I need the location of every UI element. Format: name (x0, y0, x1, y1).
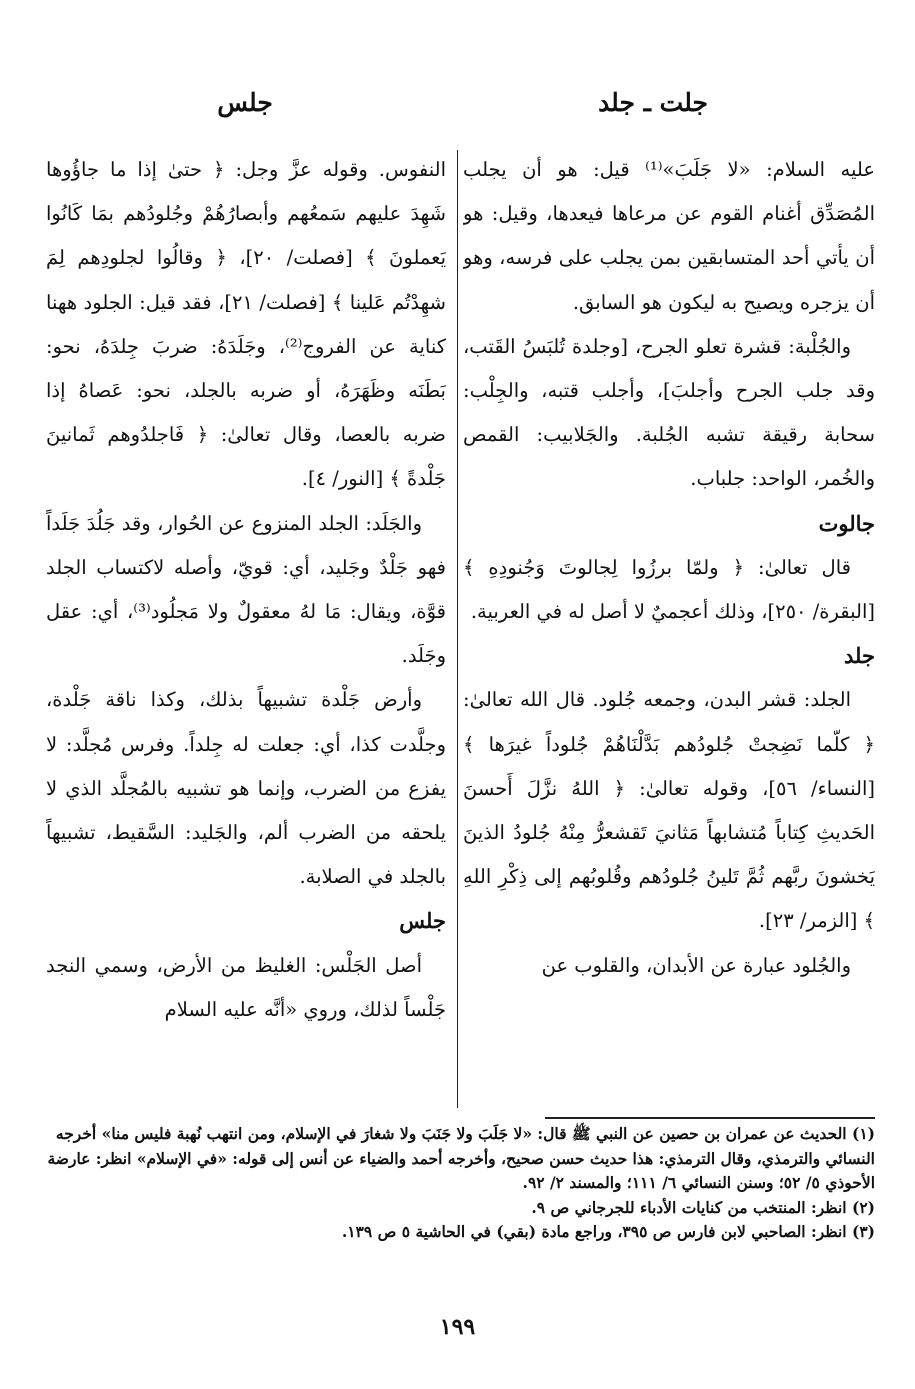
paragraph: أصل الجَلْس: الغليظ من الأرض، وسمي النجد جَلْساً لذلك، وروي «أنَّه عليه السلام (46, 953, 446, 1021)
paragraph: عليه السلام: «لا جَلَبَ»⁽¹⁾ قيل: هو أن يجلب المُصَدِّق أغنام القوم عن مرعاها فيعدها، وقيل: هو أن يأتي أحد المتسابقين بمن يجلب على فرسه، وهو أن يزجره ويصيح به ليكون هو السابق. (463, 158, 875, 314)
entry-title-jild: جلد (844, 643, 875, 669)
paragraph: والجُلود عبارة عن الأبدان، والقلوب عن (541, 953, 851, 977)
footnote-3: (٣) انظر: الصاحبي لابن فارس ص ٣٩٥، وراجع مادة (بقي) في الحاشية ٥ ص ١٣٩. (341, 1222, 875, 1241)
entry-title-jalasa: جلس (399, 908, 446, 934)
right-column (463, 148, 875, 1108)
paragraph: وأرض جَلْدة تشبيهاً بذلك، وكذا ناقة جَلْدة، وجلَّدت كذا، أي: جعلت له جِلداً. وفرس مُجلَّد: لا يفزع من الضرب، وإنما هو تشبيه بالمُجلَّد الذي لا يلحقه من الضرب ألم، والجَليد: السَّقيط، تشبيهاً بالجلد في الصلابة. (46, 688, 446, 889)
footnote-1: (١) الحديث عن عمران بن حصين عن النبي ﷺ قال: «لا جَلَبَ ولا جَنَبَ ولا شغارَ في الإسلام، ومن انتهب نُهبة فليس منا» أخرجه النسائي والترمذي، وقال الترمذي: هذا حديث حسن صحيح، وأخرجه أحمد والضياء عن أنس إلى قوله: «في الإسلام» انظر: عارضة الأحوذي ٥/ ٥٢؛ وسنن النسائي ٦/ ١١١؛ والمسند ٢/ ٩٢. (47, 1124, 875, 1192)
paragraph: النفوس. وقوله عزَّ وجل: ﴿ حتىٰ إذا ما جاؤُوها شَهِدَ عليهم سَمعُهم وأبصارُهُمْ وجُلودُهم بمَا كَانُوا يَعملونَ ﴾ [فصلت/ ٢٠]، ﴿ وقالُوا لجلودِهم لِمَ شهِدْتُم عَلينا ﴾ [فصلت/ ٢١]، فقد قيل: الجلود ههنا كناية عن الفروج⁽²⁾، وجَلَدَهُ: ضربَ جِلدَهُ، نحو: بَطَنَه وظَهَرَهُ، أو ضربه بالجلد، نحو: عَصاهُ إذا ضربه بالعصا، وقال تعالىٰ: ﴿ فَاجلدُوهم ثَمانينَ جَلْدةً ﴾ [النور/ ٤]. (46, 158, 446, 491)
paragraph: والجُلْبة: قشرة تعلو الجرح، [وجلدة تُلبَسُ القَتب، وقد جلب الجرح وأجلبَ]، وأجلب قتبه، والجِلْب: سحابة رقيقة تشبه الجُلبة. والجَلابيب: القمص والخُمر، الواحد: جلباب. (463, 334, 875, 491)
paragraph: قال تعالىٰ: ﴿ ولمّا برزُوا لِجالوتَ وَجُنودِهِ ﴾ [البقرة/ ٢٥٠]، وذلك أعجميٌ لا أصل له في العربية. (463, 555, 875, 624)
column-divider (457, 150, 458, 1108)
entry-title-jalut: جالوت (818, 510, 875, 536)
footnotes (40, 1122, 875, 1245)
running-header-left: جلس (217, 88, 273, 117)
paragraph: الجلد: قشر البدن، وجمعه جُلود. قال الله تعالىٰ: ﴿ كلّما نَضِجتْ جُلودُهم بَدَّلْنَاهُمْ جُلوداً غيرَها ﴾ [النساء/ ٥٦]، وقوله تعالىٰ: ﴿ اللهُ نزَّلَ أَحسنَ الحَديثِ كِتاباً مُتشابهاً مَثانيَ تَقشعرُّ مِنْهُ جُلودُ الذينَ يَخشونَ ربَّهم ثُمَّ تَلينُ جُلودُهم وقُلوبُهم إلى ذِكْرِ اللهِ ﴾ [الزمر/ ٢٣]. (463, 688, 875, 933)
footnote-separator (545, 1117, 875, 1119)
footnote-2: (٢) انظر: المنتخب من كنايات الأدباء للجرجاني ص ٩. (531, 1197, 875, 1217)
page-number: ١٩٩ (439, 1314, 476, 1340)
running-header-right: جلت ـ جلد (598, 88, 708, 117)
left-column (46, 148, 446, 1108)
paragraph: والجَلَد: الجلد المنزوع عن الحُوار، وقد جَلُدَ جَلَداً فهو جَلْدٌ وجَليد، أي: قويّ، وأصله لاكتساب الجلد قوَّة، ويقال: مَا لهُ معقولٌ ولا مَجلُود⁽³⁾، أي: عقل وجَلَد. (46, 511, 446, 668)
